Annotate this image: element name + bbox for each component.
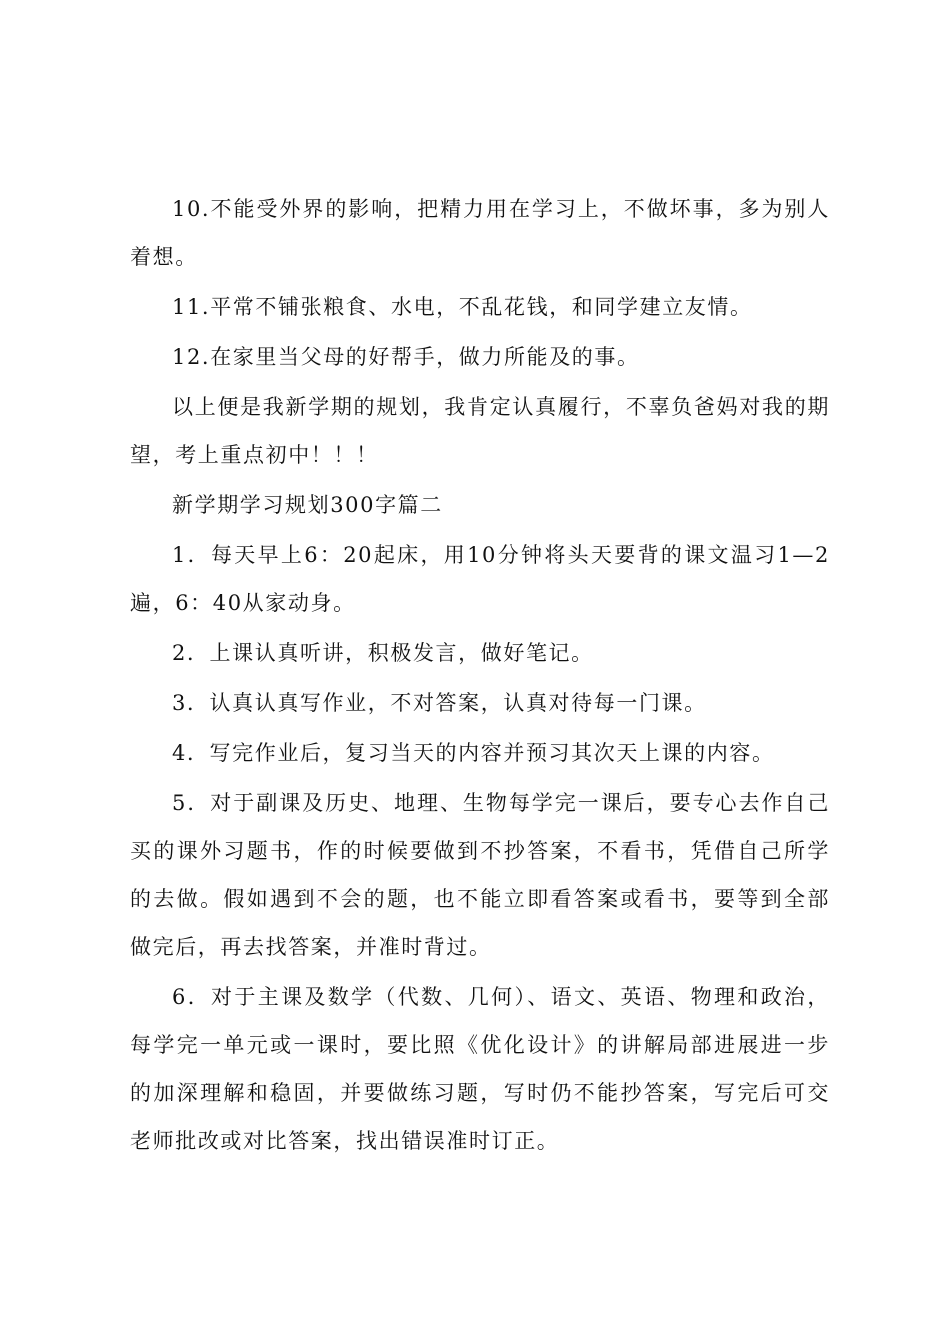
paragraph-item-10: 10.不能受外界的影响，把精力用在学习上，不做坏事，多为别人着想。 [130,197,830,269]
paragraph-item-12: 12.在家里当父母的好帮手，做力所能及的事。 [172,345,640,369]
paragraph-item-6: 6．对于主课及数学（代数、几何）、语文、英语、物理和政治，每学完一单元或一课时，要比照《优化设计》的讲解局部进展进一步的加深理解和稳固，并要做练习题，写时仍不能抄答案，写完后可交老师批改或对比答案，找出错误准时订正。 [130,985,830,1153]
paragraph-conclusion: 以上便是我新学期的规划，我肯定认真履行，不辜负爸妈对我的期望，考上重点初中！！！ [130,395,830,467]
document-body [130,185,830,1167]
paragraph-item-4: 4．写完作业后，复习当天的内容并预习其次天上课的内容。 [172,741,775,765]
paragraph-item-1: 1．每天早上6：20起床，用10分钟将头天要背的课文温习1—2遍，6：40从家动身。 [130,543,830,615]
paragraph-item-2: 2．上课认真听讲，积极发言，做好笔记。 [172,641,594,665]
section-heading: 新学期学习规划300字篇二 [172,493,443,517]
paragraph-item-3: 3．认真认真写作业，不对答案，认真对待每一门课。 [172,691,707,715]
paragraph-item-5: 5．对于副课及历史、地理、生物每学完一课后，要专心去作自己买的课外习题书，作的时候要做到不抄答案，不看书，凭借自己所学的去做。假如遇到不会的题，也不能立即看答案或看书，要等到全部做完后，再去找答案，并准时背过。 [130,791,830,959]
paragraph-item-11: 11.平常不铺张粮食、水电，不乱花钱，和同学建立友情。 [172,295,753,319]
